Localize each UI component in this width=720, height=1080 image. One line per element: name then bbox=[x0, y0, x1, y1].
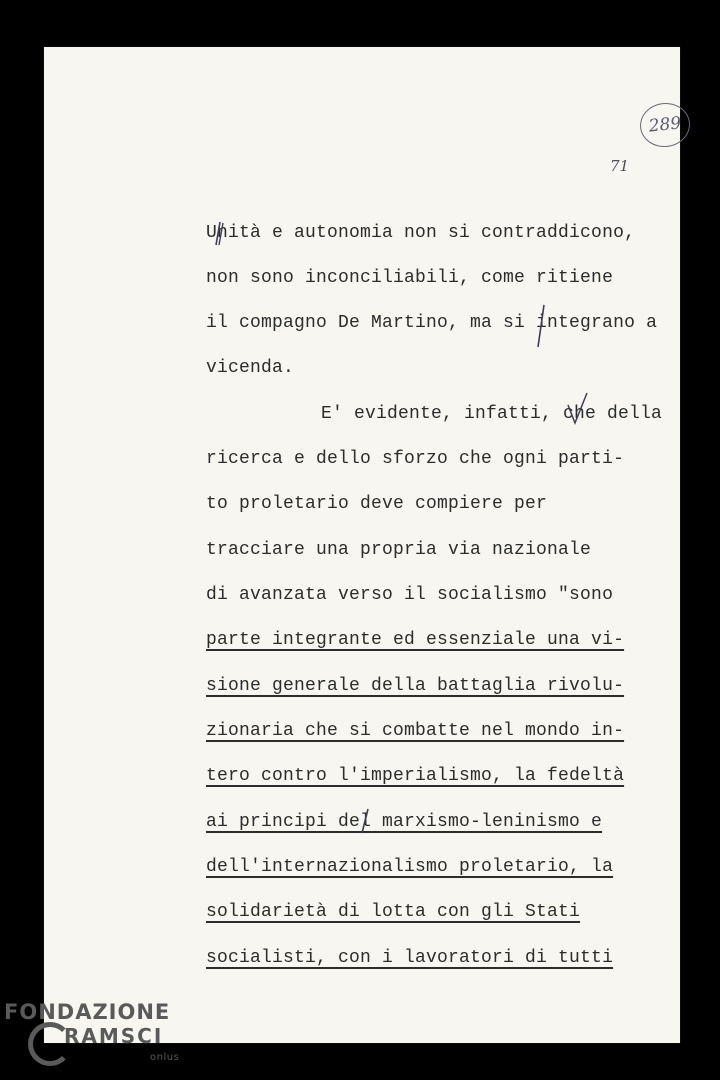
logo-line-3: onlus bbox=[150, 1052, 180, 1063]
text-line-7: to proletario deve compiere per bbox=[206, 494, 548, 514]
text-line-17: socialisti, con i lavoratori di tutti bbox=[206, 948, 614, 968]
text-line-13: tero contro l'imperialismo, la fedeltà bbox=[206, 766, 625, 786]
text-line-14: ai principi del marxismo-leninismo e bbox=[206, 812, 603, 832]
text-line-8: tracciare una propria via nazionale bbox=[206, 540, 592, 560]
logo-line-1: FONDAZIONE bbox=[4, 1000, 171, 1024]
text-line-11: sione generale della battaglia rivolu- bbox=[206, 676, 625, 696]
text-line-12: zionaria che si combatte nel mondo in- bbox=[206, 721, 625, 741]
text-line-10: parte integrante ed essenziale una vi- bbox=[206, 630, 625, 650]
folio-number: 71 bbox=[610, 157, 630, 175]
text-line-16: solidarietà di lotta con gli Stati bbox=[206, 902, 581, 922]
typewritten-page bbox=[44, 47, 683, 1043]
stamp-number: 289 bbox=[647, 113, 683, 137]
text-line-3: il compagno De Martino, ma si integrano a bbox=[206, 313, 658, 333]
text-line-5: E' evidente, infatti, che della bbox=[321, 404, 663, 424]
text-line-4: vicenda. bbox=[206, 358, 295, 378]
logo-line-2: RAMSCI bbox=[64, 1024, 164, 1048]
fondazione-gramsci-logo bbox=[4, 1000, 184, 1076]
text-line-15: dell'internazionalismo proletario, la bbox=[206, 857, 614, 877]
text-line-9: di avanzata verso il socialismo "sono bbox=[206, 585, 614, 605]
text-line-2: non sono inconciliabili, come ritiene bbox=[206, 268, 614, 288]
archive-stamp bbox=[638, 101, 692, 150]
text-line-6: ricerca e dello sforzo che ogni parti- bbox=[206, 449, 625, 469]
text-line-1: Unità e autonomia non si contraddicono, bbox=[206, 223, 636, 243]
